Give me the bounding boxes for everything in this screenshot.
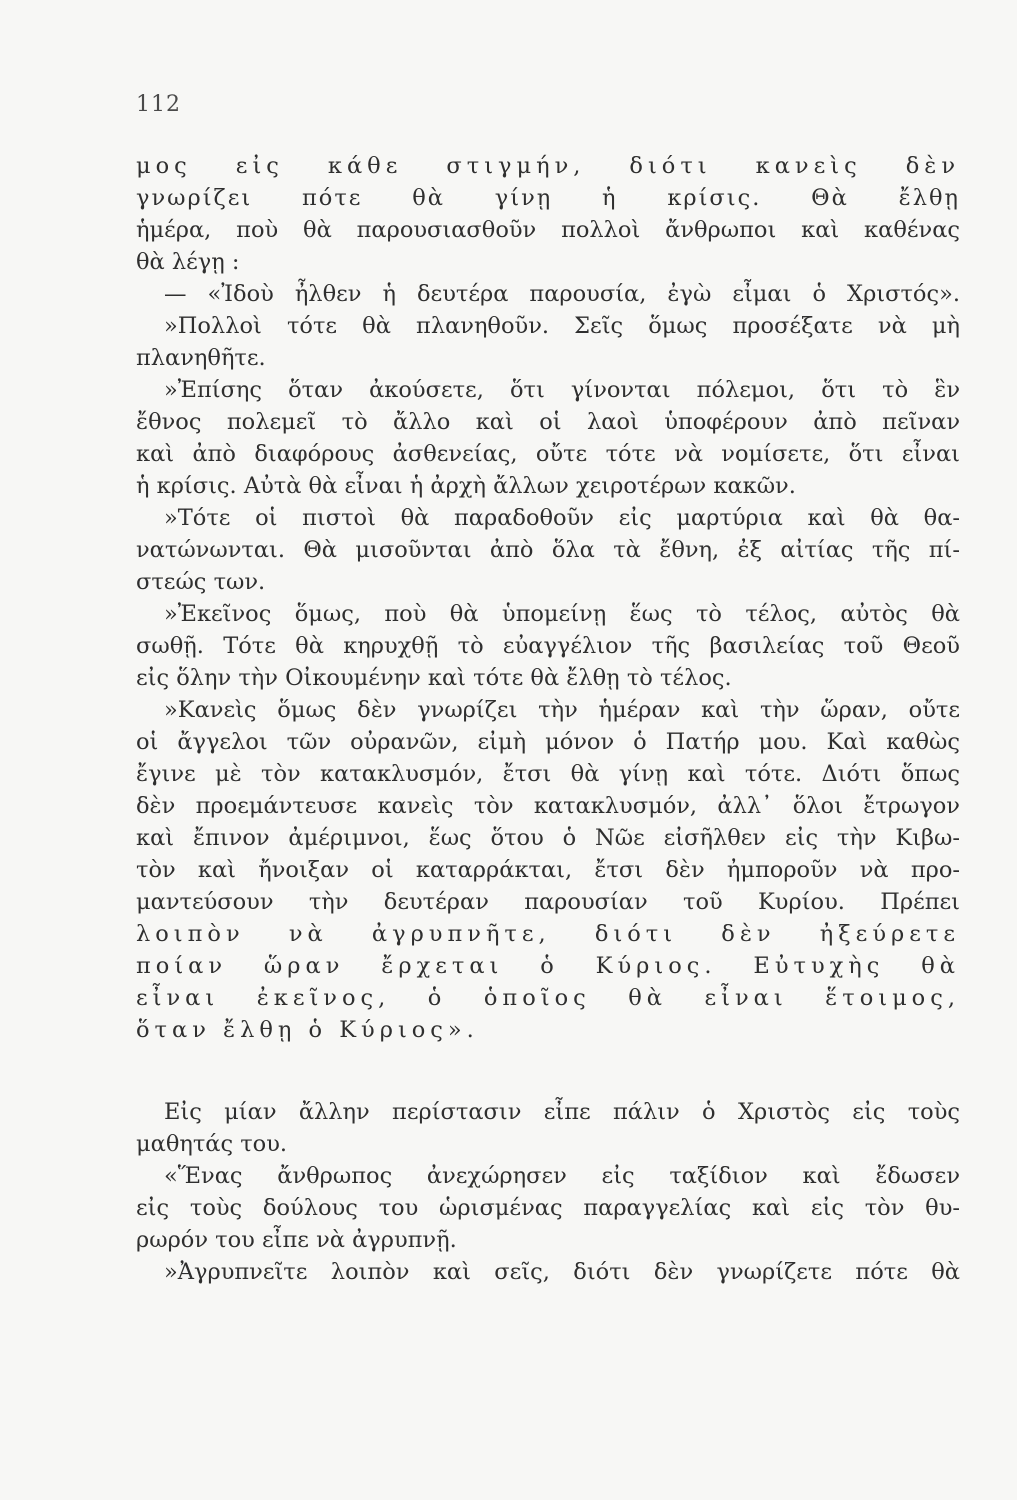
- page-number: 112: [136, 92, 181, 117]
- text-line: »Ἐκεῖνος ὅμως, ποὺ θὰ ὑπομείνῃ ἕως τὸ τέλος, αὐτὸς θὰ: [164, 601, 960, 627]
- text-line: »Τότε οἱ πιστοὶ θὰ παραδοθοῦν εἰς μαρτύρια καὶ θὰ θα-: [164, 505, 960, 531]
- text-line: γνωρίζει πότε θὰ γίνῃ ἡ κρίσις. Θὰ ἔλθῃ: [136, 185, 960, 211]
- text-line: σωθῇ. Τότε θὰ κηρυχθῇ τὸ εὐαγγέλιον τῆς βασιλείας τοῦ Θεοῦ: [136, 633, 960, 659]
- text-line: στεώς των.: [136, 569, 266, 595]
- text-line: »Ἀγρυπνεῖτε λοιπὸν καὶ σεῖς, διότι δὲν γνωρίζετε πότε θὰ: [164, 1259, 960, 1285]
- text-line: ἔγινε μὲ τὸν κατακλυσμόν, ἔτσι θὰ γίνῃ καὶ τότε. Διότι ὅπως: [136, 761, 960, 787]
- text-line: ποίαν ὥραν ἔρχεται ὁ Κύριος. Εὐτυχὴς θὰ: [136, 953, 960, 979]
- text-line: θὰ λέγῃ :: [136, 249, 240, 275]
- text-line: μος εἰς κάθε στιγμήν, διότι κανεὶς δὲν: [136, 153, 960, 179]
- text-line: τὸν καὶ ἤνοιξαν οἱ καταρράκται, ἔτσι δὲν ἠμποροῦν νὰ προ-: [136, 857, 960, 883]
- text-line: »Πολλοὶ τότε θὰ πλανηθοῦν. Σεῖς ὅμως προσέξατε νὰ μὴ: [164, 313, 960, 339]
- text-line: μαντεύσουν τὴν δευτέραν παρουσίαν τοῦ Κυρίου. Πρέπει: [136, 889, 960, 915]
- text-line: «Ἕνας ἄνθρωπος ἀνεχώρησεν εἰς ταξίδιον καὶ ἔδωσεν: [164, 1163, 960, 1189]
- text-line: ρωρόν του εἶπε νὰ ἀγρυπνῇ.: [136, 1227, 457, 1253]
- body-text: [136, 150, 960, 1288]
- paragraph-gap: [136, 1046, 960, 1096]
- text-line: εἶναι ἐκεῖνος, ὁ ὁποῖος θὰ εἶναι ἕτοιμος,: [136, 985, 960, 1011]
- text-line: δὲν προεμάντευσε κανεὶς τὸν κατακλυσμόν, ἀλλ᾽ ὅλοι ἔτρωγον: [136, 793, 960, 819]
- text-line: Εἰς μίαν ἄλλην περίστασιν εἶπε πάλιν ὁ Χριστὸς εἰς τοὺς: [164, 1099, 960, 1125]
- text-line: ἔθνος πολεμεῖ τὸ ἄλλο καὶ οἱ λαοὶ ὑποφέρουν ἀπὸ πεῖναν: [136, 409, 960, 435]
- text-line: νατώνωνται. Θὰ μισοῦνται ἀπὸ ὅλα τὰ ἔθνη, ἐξ αἰτίας τῆς πί-: [136, 537, 960, 563]
- text-line: καὶ ἀπὸ διαφόρους ἀσθενείας, οὔτε τότε νὰ νομίσετε, ὅτι εἶναι: [136, 441, 960, 467]
- text-line: καὶ ἔπινον ἀμέριμνοι, ἕως ὅτου ὁ Νῶε εἰσῆλθεν εἰς τὴν Κιβω-: [136, 825, 960, 851]
- text-line: ἡ κρίσις. Αὐτὰ θὰ εἶναι ἡ ἀρχὴ ἄλλων χειροτέρων κακῶν.: [136, 473, 796, 499]
- text-line: ἡμέρα, ποὺ θὰ παρουσιασθοῦν πολλοὶ ἄνθρωποι καὶ καθένας: [136, 217, 960, 243]
- text-line: »Κανεὶς ὅμως δὲν γνωρίζει τὴν ἡμέραν καὶ τὴν ὥραν, οὔτε: [164, 697, 960, 723]
- text-line: μαθητάς του.: [136, 1131, 288, 1157]
- text-line: — «Ἰδοὺ ἦλθεν ἡ δευτέρα παρουσία, ἐγὼ εἶμαι ὁ Χριστός».: [164, 281, 960, 307]
- text-line: οἱ ἄγγελοι τῶν οὐρανῶν, εἰμὴ μόνον ὁ Πατήρ μου. Καὶ καθὼς: [136, 729, 960, 755]
- text-line: ὅταν ἔλθῃ ὁ Κύριος».: [136, 1017, 479, 1043]
- text-line: εἰς τοὺς δούλους του ὡρισμένας παραγγελίας καὶ εἰς τὸν θυ-: [136, 1195, 960, 1221]
- text-line: λοιπὸν νὰ ἀγρυπνῆτε, διότι δὲν ἠξεύρετε: [136, 921, 960, 947]
- text-line: εἰς ὅλην τὴν Οἰκουμένην καὶ τότε θὰ ἔλθῃ τὸ τέλος.: [136, 665, 732, 691]
- text-line: »Ἐπίσης ὅταν ἀκούσετε, ὅτι γίνονται πόλεμοι, ὅτι τὸ ἓν: [164, 377, 960, 403]
- text-line: πλανηθῆτε.: [136, 345, 266, 371]
